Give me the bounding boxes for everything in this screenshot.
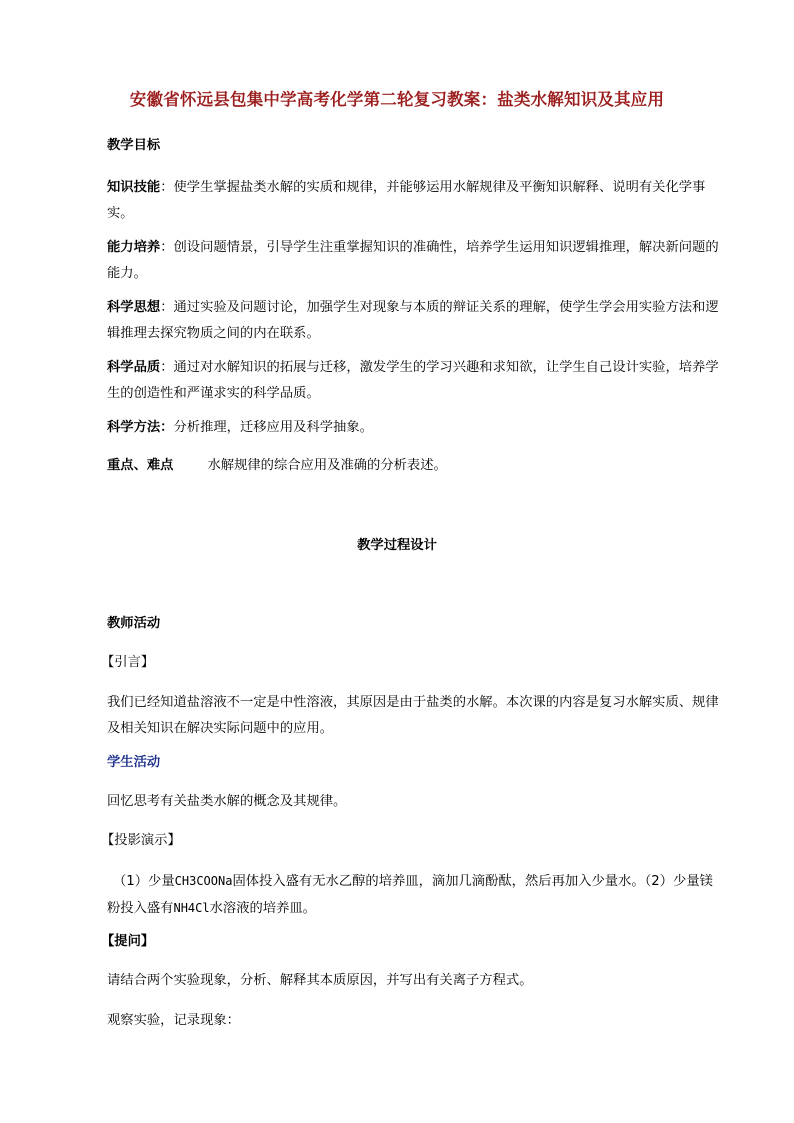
- teacher-activity-heading: 教师活动: [107, 616, 161, 631]
- objectives-heading: 教学目标: [107, 138, 161, 153]
- intro-label-text: 【引言】: [101, 655, 155, 670]
- objective-knowledge-label: 知识技能: [107, 180, 161, 195]
- student-activity-text: 回忆思考有关盐类水解的概念及其规律。: [107, 794, 347, 809]
- objective-thinking-text: ：通过实验及问题讨论，加强学生对现象与本质的辩证关系的理解，使学生学会用实验方法和逻辑推理去探究物质之间的内在联系。: [107, 300, 719, 341]
- projection-part-1: （1）少量: [113, 874, 175, 889]
- key-points-text: 水解规律的综合应用及准确的分析表述。: [207, 458, 447, 473]
- question-text: 请结合两个实验现象，分析、解释其本质原因，并写出有关离子方程式。: [107, 973, 533, 988]
- projection-text: [107, 868, 719, 922]
- objective-ability-label: 能力培养: [107, 240, 161, 255]
- intro-text: 我们已经知道盐溶液不一定是中性溶液，其原因是由于盐类的水解。本次课的内容是复习水解实质、规律及相关知识在解决实际问题中的应用。: [107, 695, 719, 736]
- objective-ability: [107, 235, 719, 287]
- chem-formula-nh4cl: NH4Cl: [173, 901, 210, 915]
- objective-quality-text: ：通过对水解知识的拓展与迁移，激发学生的学习兴趣和求知欲，让学生自己设计实验，培养学生的创造性和严谨求实的科学品质。: [107, 360, 719, 401]
- student-activity-heading: 学生活动: [107, 755, 161, 770]
- objective-thinking-label: 科学思想: [107, 300, 161, 315]
- question-label-text: 【提问】: [101, 934, 155, 949]
- objective-method-label: 科学方法：: [107, 420, 174, 435]
- key-points-label: 重点、难点: [107, 458, 174, 473]
- observe-text: 观察实验，记录现象：: [107, 1013, 240, 1028]
- objective-thinking: [107, 295, 719, 347]
- projection-label: [101, 828, 719, 854]
- projection-part-2: 固体投入盛有无水乙醇的培养皿，滴加几滴酚酞，然后再加入少量水。（2）少量镁粉投入盛有: [107, 874, 713, 916]
- projection-part-3: 水溶液的培养皿。: [209, 901, 316, 916]
- intro-label: [101, 650, 719, 676]
- objective-quality-label: 科学品质: [107, 360, 161, 375]
- objective-knowledge: [107, 175, 719, 227]
- objective-method: [107, 415, 719, 441]
- objective-knowledge-text: ：使学生掌握盐类水解的实质和规律，并能够运用水解规律及平衡知识解释、说明有关化学事实。: [107, 180, 706, 221]
- projection-label-text: 【投影演示】: [101, 833, 181, 848]
- chem-formula-ch3coona: CH3COONa: [174, 874, 233, 888]
- process-heading: 教学过程设计: [357, 538, 437, 553]
- question-label: [101, 929, 719, 955]
- objective-method-text: 分析推理，迁移应用及科学抽象。: [173, 420, 373, 435]
- objective-key-points: [107, 453, 719, 479]
- objective-quality: [107, 355, 719, 407]
- document-title: 安徽省怀远县包集中学高考化学第二轮复习教案：盐类水解知识及其应用: [129, 90, 665, 109]
- objective-ability-text: ：创设问题情景，引导学生注重掌握知识的准确性，培养学生运用知识逻辑推理，解决新问题的能力。: [107, 240, 719, 281]
